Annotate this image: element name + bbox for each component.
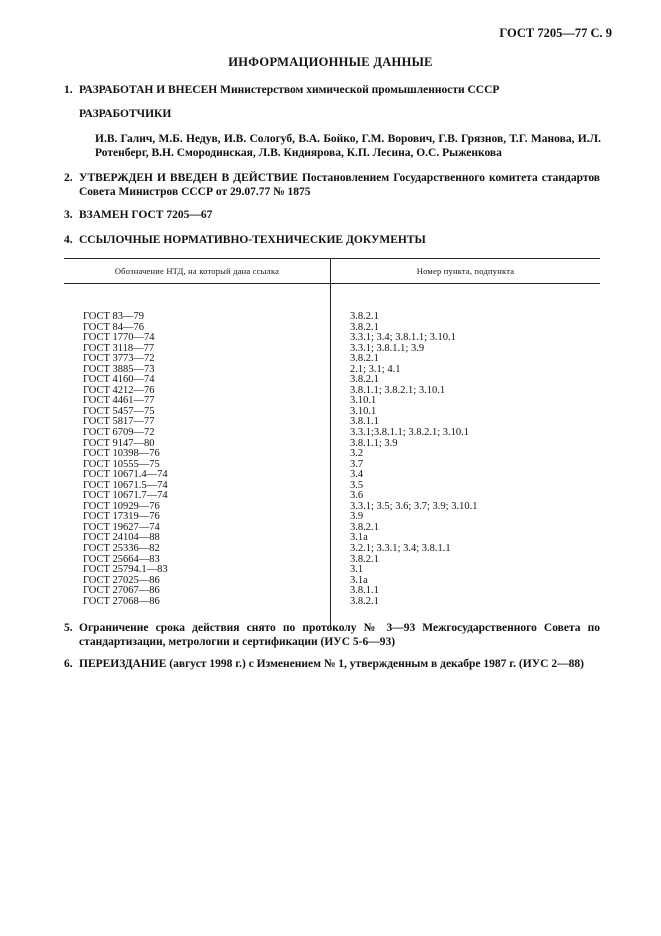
table-body (64, 284, 600, 607)
table-header-clause: Номер пункта, подпункта (416, 266, 515, 276)
table-cell-document: ГОСТ 84—76 (83, 321, 145, 333)
table-cell-document: ГОСТ 10671.4—74 (83, 469, 168, 481)
table-cell-document: ГОСТ 17319—76 (83, 511, 160, 523)
table-cell-clause: 3.8.1.1; 3.9 (350, 437, 398, 449)
table-column-divider (330, 284, 331, 627)
table-cell-document: ГОСТ 5457—75 (83, 405, 155, 417)
item-bold-text: ВЗАМЕН ГОСТ 7205—67 (79, 209, 213, 221)
table-cell-clause: 3.2.1; 3.3.1; 3.4; 3.8.1.1 (350, 543, 451, 555)
table-cell-document: ГОСТ 4160—74 (83, 374, 155, 386)
table-cell-document: ГОСТ 19627—74 (83, 521, 160, 533)
table-cell-clause: 3.6 (350, 490, 364, 502)
table-cell-clause: 3.1а (350, 532, 368, 544)
table-cell-clause: 3.8.1.1 (350, 585, 379, 597)
reference-table (64, 258, 600, 607)
item-1 (64, 83, 600, 97)
developers-heading: РАЗРАБОТЧИКИ (79, 108, 172, 120)
developers-list: И.В. Галич, М.Б. Недув, И.В. Сологуб, В.А. Бойко, Г.М. Ворович, Г.В. Грязнов, Т.Г. Манова, И.Л. Ротенберг, В.Н. Смородинская, Л.В. Кидиярова, К.П. Лесина, О.С. Рыженкова (95, 133, 601, 159)
table-cell-clause: 3.8.2.1 (350, 321, 379, 333)
table-cell-document: ГОСТ 4461—77 (83, 395, 155, 407)
item-bold-text: ПЕРЕИЗДАНИЕ (79, 658, 167, 670)
table-cell-document: ГОСТ 10398—76 (83, 448, 160, 460)
table-cell-document: ГОСТ 27025—86 (83, 574, 160, 586)
item-number: 3. (64, 209, 73, 221)
page-header: ГОСТ 7205—77 С. 9 (499, 26, 612, 40)
table-cell-clause: 3.7 (350, 458, 364, 470)
table-cell-clause: 3.9 (350, 511, 364, 523)
table-cell-clause: 3.1 (350, 564, 364, 576)
table-cell-document: ГОСТ 10929—76 (83, 500, 160, 512)
table-cell-document: ГОСТ 5817—77 (83, 416, 155, 428)
table-header-document: Обозначение НТД, на который дана ссылка (114, 266, 280, 276)
table-cell-clause: 3.3.1; 3.4; 3.8.1.1; 3.10.1 (350, 332, 456, 344)
table-cell-clause: 3.8.2.1 (350, 521, 379, 533)
table-cell-document: ГОСТ 3773—72 (83, 353, 155, 365)
item-2 (64, 171, 600, 199)
table-cell-clause: 3.3.1; 3.8.1.1; 3.9 (350, 342, 425, 354)
table-cell-clause: 3.3.1;3.8.1.1; 3.8.2.1; 3.10.1 (350, 427, 470, 439)
table-cell-clause: 3.8.1.1; 3.8.2.1; 3.10.1 (350, 384, 446, 396)
table-cell-document: ГОСТ 3885—73 (83, 363, 155, 375)
table-cell-clause: 3.8.2.1 (350, 311, 379, 322)
item-text: Министерством химической промышленности СССР (217, 84, 500, 96)
table-cell-clause: 3.8.2.1 (350, 374, 379, 386)
table-cell-document: ГОСТ 25794.1—83 (83, 564, 168, 576)
item-3 (64, 208, 600, 222)
item-bold-text: УТВЕРЖДЕН И ВВЕДЕН В ДЕЙСТВИЕ (79, 172, 298, 184)
table-cell-clause: 2.1; 3.1; 4.1 (350, 363, 401, 375)
table-cell-clause: 3.8.2.1 (350, 595, 379, 607)
table-cell-document: ГОСТ 1770—74 (83, 332, 155, 344)
table-cell-document: ГОСТ 83—79 (83, 311, 145, 322)
table-column-documents (64, 312, 330, 607)
table-cell-clause: 3.5 (350, 479, 364, 491)
table-cell-document: ГОСТ 10671.7—74 (83, 490, 168, 502)
table-cell-document: ГОСТ 25664—83 (83, 553, 160, 565)
item-number: 2. (64, 172, 73, 184)
item-text: Ограничение срока действия снято по протоколу № 3—93 Межгосударственного Совета по стандартизации, метрологии и сертификации (ИУС 5-6—93) (79, 622, 600, 648)
document-title: ИНФОРМАЦИОННЫЕ ДАННЫЕ (228, 55, 433, 69)
table-cell-clause: 3.4 (350, 469, 364, 481)
table-cell-clause: 3.1а (350, 574, 368, 586)
item-4 (64, 233, 600, 247)
table-cell-document: ГОСТ 3118—77 (83, 342, 155, 354)
item-number: 5. (64, 622, 73, 634)
table-cell-clause: 3.8.1.1 (350, 416, 379, 428)
table-cell-document: ГОСТ 9147—80 (83, 437, 155, 449)
table-cell-clause: 3.8.2.1 (350, 553, 379, 565)
item-number: 1. (64, 84, 73, 96)
table-cell-clause: 3.8.2.1 (350, 353, 379, 365)
item-6 (64, 657, 600, 671)
table-cell-document: ГОСТ 10671.5—74 (83, 479, 168, 491)
table-cell-clause: 3.2 (350, 448, 364, 460)
table-cell-document: ГОСТ 4212—76 (83, 384, 155, 396)
item-number: 6. (64, 658, 73, 670)
table-header (64, 259, 600, 283)
item-5 (64, 621, 600, 649)
table-cell-clause: 3.3.1; 3.5; 3.6; 3.7; 3.9; 3.10.1 (350, 500, 478, 512)
table-column-clauses (330, 312, 477, 607)
table-cell-document: ГОСТ 10555—75 (83, 458, 160, 470)
item-number: 4. (64, 234, 73, 246)
item-text: (август 1998 г.) с Изменением № 1, утвержденным в декабре 1987 г. (ИУС 2—88) (166, 658, 584, 670)
item-text: Постановлением Государственного комитета стандартов Совета Министров СССР от 29.07.77 № 1875 (79, 172, 600, 198)
table-cell-document: ГОСТ 25336—82 (83, 543, 160, 555)
table-cell-document: ГОСТ 24104—88 (83, 532, 160, 544)
item-bold-text: РАЗРАБОТАН И ВНЕСЕН (79, 84, 218, 96)
table-cell-document: ГОСТ 27068—86 (83, 595, 160, 607)
item-bold-text: ССЫЛОЧНЫЕ НОРМАТИВНО-ТЕХНИЧЕСКИЕ ДОКУМЕНТЫ (79, 234, 426, 246)
table-cell-clause: 3.10.1 (350, 405, 377, 417)
table-cell-document: ГОСТ 6709—72 (83, 427, 155, 439)
table-cell-document: ГОСТ 27067—86 (83, 585, 160, 597)
table-cell-clause: 3.10.1 (350, 395, 377, 407)
